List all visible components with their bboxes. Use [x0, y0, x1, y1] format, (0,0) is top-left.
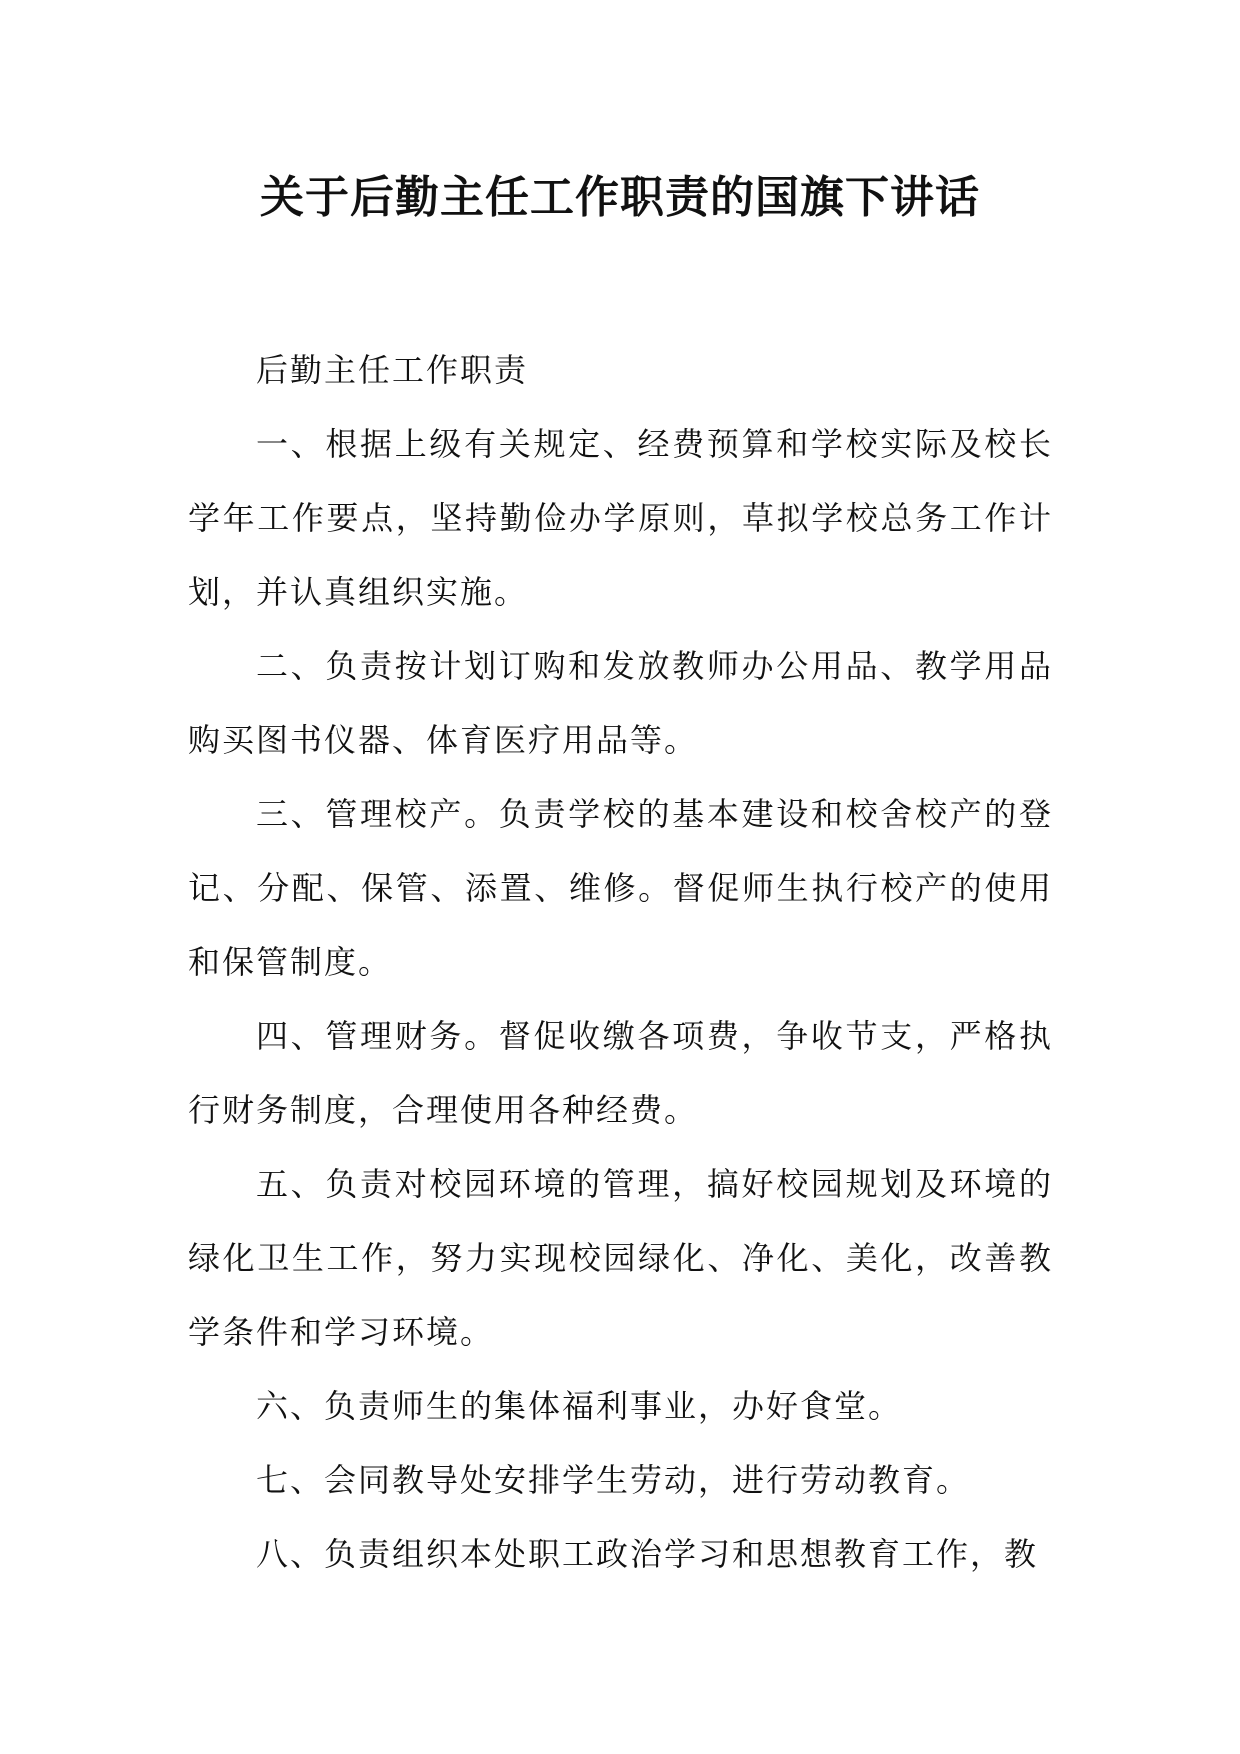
paragraph-7: 七、会同教导处安排学生劳动，进行劳动教育。	[256, 1461, 971, 1499]
document-body	[188, 333, 1053, 1591]
paragraph-6: 六、负责师生的集体福利事业，办好食堂。	[256, 1387, 903, 1425]
paragraph-4: 四、管理财务。督促收缴各项费，争收节支，严格执行财务制度，合理使用各种经费。	[188, 1017, 1053, 1129]
paragraph-5: 五、负责对校园环境的管理，搞好校园规划及环境的绿化卫生工作，努力实现校园绿化、净化、美化，改善教学条件和学习环境。	[188, 1165, 1053, 1351]
section-heading: 后勤主任工作职责	[256, 351, 529, 389]
paragraph-3: 三、管理校产。负责学校的基本建设和校舍校产的登记、分配、保管、添置、维修。督促师生执行校产的使用和保管制度。	[188, 795, 1053, 981]
paragraph-8: 八、负责组织本处职工政治学习和思想教育工作，教	[256, 1535, 1039, 1573]
document-title: 关于后勤主任工作职责的国旗下讲话	[260, 172, 980, 223]
paragraph-2: 二、负责按计划订购和发放教师办公用品、教学用品购买图书仪器、体育医疗用品等。	[188, 647, 1053, 759]
paragraph-1: 一、根据上级有关规定、经费预算和学校实际及校长学年工作要点，坚持勤俭办学原则，草拟学校总务工作计划，并认真组织实施。	[188, 425, 1053, 611]
